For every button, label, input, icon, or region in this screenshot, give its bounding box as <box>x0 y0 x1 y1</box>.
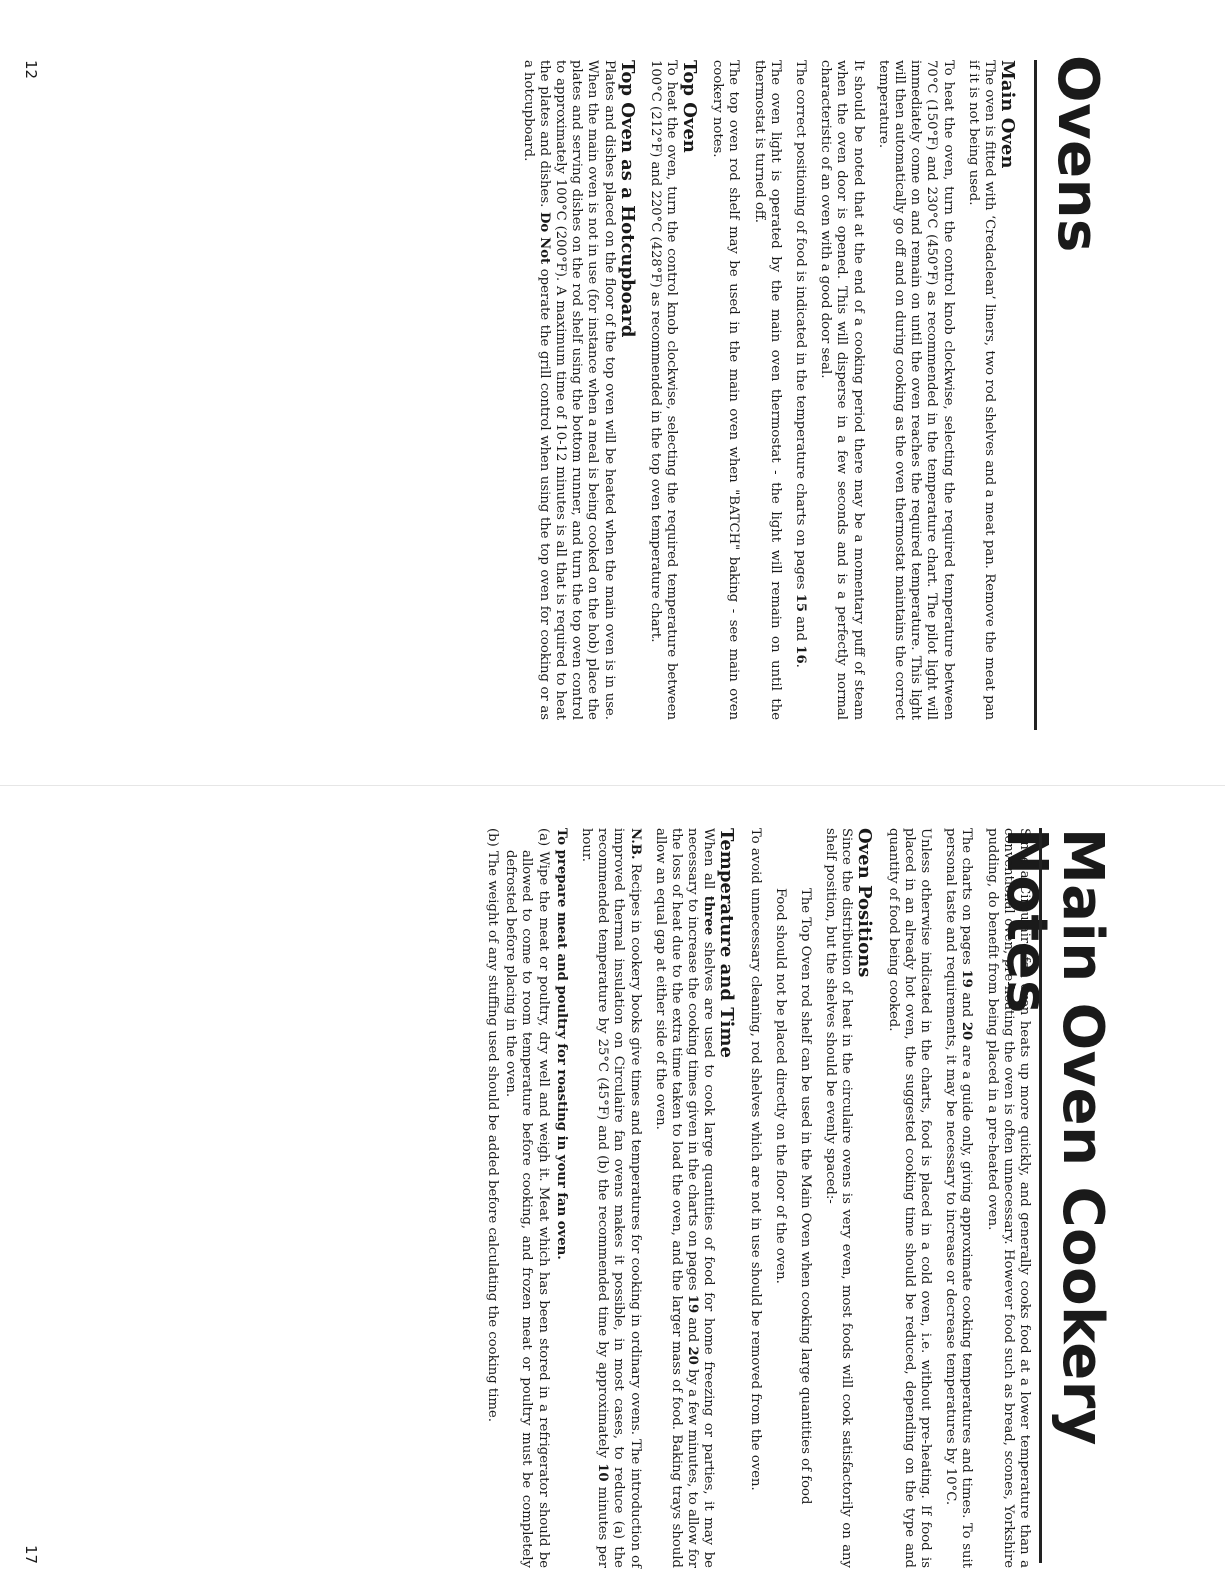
page-number: 17 <box>22 1545 40 1565</box>
title-rule <box>1034 60 1037 730</box>
paragraph: It should be noted that at the end of a cooking period there may be a momentary puff of steam when the oven door is opened. This will disperse in a few seconds and is a perfectly normal characteristic of an oven with a good door seal. <box>818 60 866 720</box>
paragraph: Food should not be placed directly on the floor of the oven. <box>772 888 788 1284</box>
paragraph: The top oven rod shelf may be used in the main oven when "BATCH" baking - see main oven cookery notes. <box>710 60 742 720</box>
paragraph: The charts on pages 19 and 20 are a guide only, giving approximate cooking temperatures and times. To suit personal taste and requirements, it may be necessary to increase or decrease temperatures by 10°C. <box>943 828 975 1568</box>
section-heading-temperature-time: Temperature and Time <box>716 828 738 1058</box>
paragraph: Since the distribution of heat in the circulaire ovens is very even, most foods will cook satisfactorily on any shelf position, but the shelves should be evenly spaced:- <box>823 828 855 1568</box>
page-number: 12 <box>22 60 40 80</box>
paragraph: The oven light is operated by the main oven thermostat - the light will remain on until the thermostat is turned off. <box>751 60 783 720</box>
subheading-meat-poultry: To prepare meat and poultry for roasting in your fan oven. <box>553 828 569 1260</box>
paragraph: The oven is fitted with ‘Credaclean’ liners, two rod shelves and a meat pan. Remove the meat pan if it is not being used. <box>965 60 997 720</box>
list-item: (b) The weight of any stuffing used should be added before calculating the cooking time. <box>484 828 500 1422</box>
paragraph: N.B. Recipes in cookery books give times and temperatures for cooking in ordinary ovens. The introduction of improved thermal insulation on Circulaire fan ovens makes it possible, in most cases, to reduce (a) the recommended temperature by 25°C (45°F) and (b) the recommended time by approximately 10 minutes per hour. <box>578 828 643 1568</box>
paragraph: Plates and dishes placed on the floor of the top oven will be heated when the main oven is in use. When the main oven is not in use (for instance when a meal is being cooked on the hob) place the plates and serving dishes on the rod shelf using the bottom runner, and turn the top oven control to approximately 100°C (200°F). A maximum time of 10-12 minutes is all that is required to heat the plates and dishes. Do Not operate the grill control when using the top oven for cooking or as a hotcupboard. <box>520 60 617 720</box>
page-divider <box>0 785 1225 786</box>
section-heading-oven-positions: Oven Positions <box>854 828 876 978</box>
section-heading-hotcupboard: Top Oven as a Hotcupboard <box>616 60 638 338</box>
paragraph: Since a Circulaire fan oven heats up more quickly, and generally cooks food at a lower temperature than a conventional oven, pre-heating the oven is often unnecessary. However food such as bread, scones, Yorkshire pudding, do benefit from being placed in a pre-heated oven. <box>984 828 1032 1568</box>
section-heading-main-oven: Main Oven <box>997 60 1018 169</box>
page-title: Ovens <box>1045 55 1110 253</box>
paragraph: The correct positioning of food is indicated in the temperature charts on pages 15 and 16. <box>792 60 808 668</box>
page-right <box>0 790 1225 1585</box>
page-title: Main Oven Cookery Notes <box>994 828 1115 1446</box>
paragraph: To heat the oven, turn the control knob clockwise, selecting the required temperature between 70°C (150°F) and 230°C (450°F) as recommended in the temperature chart. The pilot light will immediately come on and remain on until the oven reaches the required temperature. This light will then automatically go off and on during cooking as the oven thermostat maintains the correct temperature. <box>875 60 956 720</box>
paragraph: Unless otherwise indicated in the charts, food is placed in a cold oven, i.e. without pre-heating. If food is placed in an already hot oven, the suggested cooking time should be reduced, depending on the type and quantity of food being cooked. <box>885 828 933 1568</box>
page-left <box>0 0 1225 790</box>
title-rule <box>1039 828 1042 1563</box>
section-heading-top-oven: Top Oven <box>678 60 700 153</box>
list-item: (a) Wipe the meat or poultry, dry well and weigh it. Meat which has been stored in a refrigerator should be allowed to come to room temperature before cooking, and frozen meat or poultry must be completely defrosted before placing in the oven. <box>503 828 551 1568</box>
left-column <box>510 60 1027 720</box>
paragraph: To avoid unnecessary cleaning, rod shelves which are not in use should be removed from the oven. <box>747 828 763 1491</box>
right-column <box>482 828 1032 1568</box>
paragraph: To heat the oven, turn the control knob clockwise, selecting the required temperature between 100°C (212°F) and 220°C (428°F) as recommended in the top oven temperature chart. <box>647 60 679 720</box>
paragraph: The Top Oven rod shelf can be used in the Main Oven when cooking large quantities of food <box>797 888 813 1505</box>
paragraph: When all three shelves are used to cook large quantities of food for home freezing or parties, it may be necessary to increase the cooking times given in the charts on pages 19 and 20 by a few minutes, to allow for the loss of heat due to the extra time taken to load the oven, and the larger mass of food. Baking trays should allow an equal gap at either side of the oven. <box>652 828 717 1568</box>
